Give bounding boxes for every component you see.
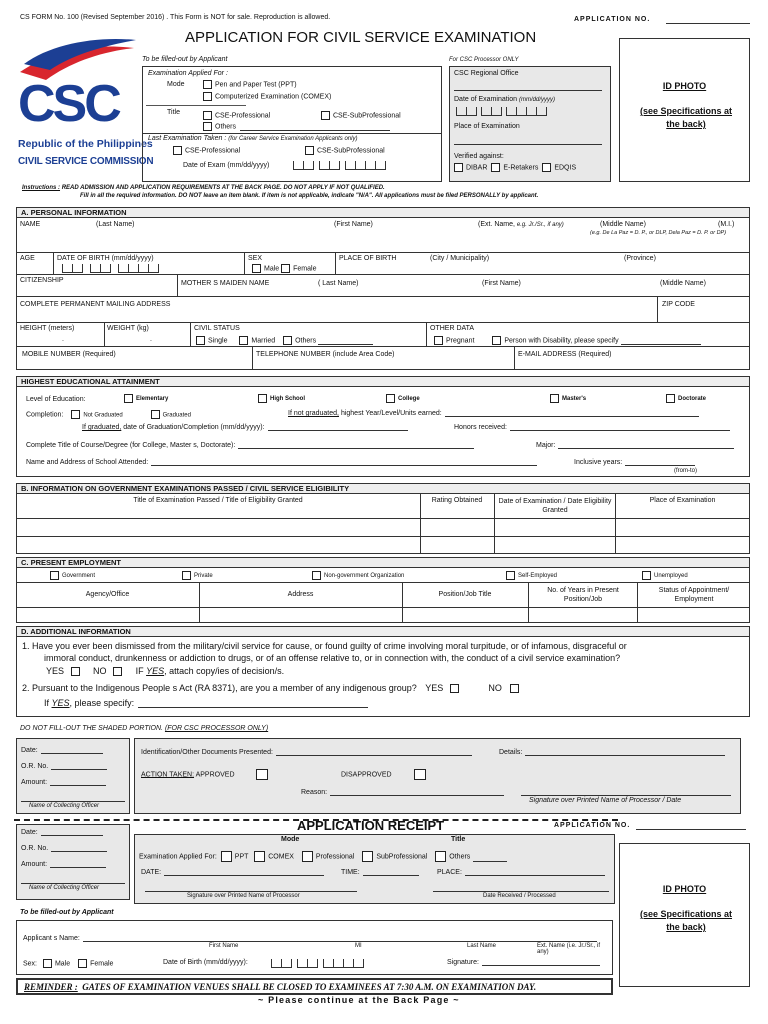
self-employed-checkbox[interactable] <box>506 571 515 580</box>
receipt-photo-box[interactable] <box>619 843 750 987</box>
q1-no-label: NO <box>93 666 107 676</box>
grad-date-field[interactable] <box>268 430 408 431</box>
col-divider <box>199 582 200 623</box>
graduated-label: Graduated <box>162 412 191 419</box>
regional-field <box>454 81 602 91</box>
government-label: Government <box>62 573 96 580</box>
collector-line <box>21 883 125 884</box>
course-field[interactable] <box>238 448 474 449</box>
col-divider <box>514 346 515 370</box>
reason-label: Reason: <box>301 789 328 796</box>
province-label: (Province) <box>624 255 656 262</box>
honors-field[interactable] <box>510 430 730 431</box>
maiden-label: MOTHER S MAIDEN NAME <box>181 280 270 287</box>
receipt-received-label: Date Received / Processed <box>483 893 556 899</box>
logo-line2: CIVIL SERVICE COMMISSION <box>18 156 154 167</box>
q2-no-label: NO <box>488 683 502 693</box>
bottom-dob-label: Date of Birth (mm/dd/yyyy): <box>163 959 248 966</box>
edqis-label: EDQIS <box>554 164 577 172</box>
collect1-or-field <box>51 769 107 770</box>
receipt-pro-checkbox <box>302 851 313 862</box>
cse-pro-checkbox[interactable] <box>203 111 212 120</box>
elementary-label: Elementary <box>136 396 169 403</box>
last-cse-sub-label: CSE-SubProfessional <box>317 147 385 155</box>
exam-applied-label: Examination Applied For : <box>148 70 228 77</box>
zip-label: ZIP CODE <box>662 301 695 308</box>
government-checkbox[interactable] <box>50 571 59 580</box>
disapproved-checkbox <box>414 769 426 780</box>
q2-no-checkbox[interactable] <box>510 684 519 693</box>
pwd-checkbox[interactable] <box>492 336 501 345</box>
not-graduated-checkbox[interactable] <box>71 410 80 419</box>
q2-if-yes: YES <box>51 698 70 708</box>
collect2-amount-field <box>50 867 106 868</box>
cse-sub-label: CSE-SubProfessional <box>333 112 401 120</box>
exam-applied-box <box>142 66 442 182</box>
single-label: Single <box>208 337 228 345</box>
exams-col-place: Place of Examination <box>649 497 716 504</box>
ids-field <box>276 755 472 756</box>
unemployed-label: Unemployed <box>654 573 688 580</box>
emp-col-position: Position/Job Title <box>438 591 492 598</box>
receipt-title: APPLICATION RECEIPT <box>297 818 445 833</box>
receipt-photo-title: ID PHOTO <box>662 884 707 894</box>
processor-heading: For CSC Processor ONLY <box>449 57 519 63</box>
receipt-comex-label: COMEX <box>268 853 294 861</box>
bottom-mi-label: MI <box>355 943 362 949</box>
row-divider <box>16 607 750 608</box>
proc-place-field <box>454 135 602 145</box>
dob-label: DATE OF BIRTH (mm/dd/yyyy) <box>57 255 154 262</box>
bottom-dob-field[interactable] <box>271 959 364 970</box>
maiden-last-label: ( Last Name) <box>318 280 359 287</box>
collect2-date-label: Date: <box>21 829 38 836</box>
bottom-signature-field[interactable] <box>482 965 600 966</box>
self-employed-label: Self-Employed <box>518 573 558 580</box>
male-checkbox[interactable] <box>252 264 261 273</box>
not-graduated-label: Not Graduated <box>83 412 123 419</box>
row-divider <box>16 322 750 323</box>
col-divider <box>53 252 54 274</box>
collect1-or-label: O.R. No. <box>21 763 49 770</box>
address-label: COMPLETE PERMANENT MAILING ADDRESS <box>20 301 171 308</box>
first-name-label: (First Name) <box>334 221 373 228</box>
bottom-male-label: Male <box>54 960 71 968</box>
col-divider <box>528 582 529 623</box>
weight-label: WEIGHT (kg) <box>107 325 149 332</box>
bottom-ext-label: Ext. Name (i.e. Jr./Sr., if any) <box>537 943 601 955</box>
bottom-first-label: First Name <box>209 943 239 949</box>
mi-note: (e.g. De La Paz = D. P., or DLP, Dela Paz = D. P. or DP) <box>590 230 727 236</box>
last-name-label: (Last Name) <box>96 221 135 228</box>
collection-box-1 <box>16 738 130 814</box>
receipt-exam-label: Examination Applied For: <box>139 853 217 861</box>
q2-yes-checkbox[interactable] <box>450 684 459 693</box>
telephone-label: TELEPHONE NUMBER (include Area Code) <box>256 351 395 358</box>
receipt-mode-label: Mode <box>281 836 300 843</box>
elementary-checkbox[interactable] <box>124 394 133 403</box>
section-c-header: C. PRESENT EMPLOYMENT <box>16 557 750 568</box>
mobile-label: MOBILE NUMBER (Required) <box>22 351 116 358</box>
q1-line2: immoral conduct, drunkenness or addiction to drugs, or of an offense relative to, or in connection with, the conduct of a civil service examination? <box>44 653 621 663</box>
ppt-label: Pen and Paper Test (PPT) <box>215 81 297 89</box>
private-checkbox[interactable] <box>182 571 191 580</box>
inclusive-field[interactable] <box>625 465 695 466</box>
highschool-label: High School <box>270 396 305 403</box>
emp-col-status: Status of Appointment/ Employment <box>658 587 730 603</box>
receipt-app-no-field[interactable] <box>636 820 746 830</box>
row-divider <box>16 536 750 537</box>
college-label: College <box>398 396 420 403</box>
reminder-text: GATES OF EXAMINATION VENUES SHALL BE CLOSED TO EXAMINEES AT 7:30 A.M. ON EXAMINATION DAY. <box>82 982 537 992</box>
height-dot: . <box>62 336 64 343</box>
collector-line <box>21 801 125 802</box>
email-label: E-MAIL ADDRESS (Required) <box>518 351 612 358</box>
col-divider <box>657 296 658 322</box>
civil-label: CIVIL STATUS <box>194 325 240 332</box>
ext-name-eg: e.g. Jr./Sr., if any) <box>516 222 564 228</box>
bottom-female-checkbox[interactable] <box>78 959 87 968</box>
section-a-header: A. PERSONAL INFORMATION <box>16 207 750 218</box>
approved-label: APPROVED <box>195 771 235 779</box>
if-grad-label: If graduated, <box>82 424 122 431</box>
collect1-collector-label: Name of Collecting Officer <box>29 803 100 809</box>
proc-date-field <box>456 107 547 118</box>
collect2-or-label: O.R. No. <box>21 845 49 852</box>
collect1-date-label: Date: <box>21 747 38 754</box>
details-label: Details: <box>499 749 523 756</box>
height-label: HEIGHT (meters) <box>20 325 75 332</box>
collect2-collector-label: Name of Collecting Officer <box>29 885 100 891</box>
logo-line1: Republic of the Philippines <box>18 138 153 150</box>
logo-letters: CSC <box>18 75 119 133</box>
receipt-sub-checkbox <box>362 851 373 862</box>
col-divider <box>335 252 336 274</box>
cse-pro-label: CSE-Professional <box>215 112 271 120</box>
title-others-field[interactable] <box>240 130 390 131</box>
processor-sig-label: Signature over Printed Name of Processor / Date <box>529 797 682 804</box>
receipt-comex-checkbox <box>254 851 265 862</box>
maiden-first-label: (First Name) <box>482 280 521 287</box>
receipt-time-label: TIME: <box>341 869 360 876</box>
bottom-applicant-box <box>16 920 613 975</box>
receipt-sig-label: Signature over Printed Name of Processor <box>187 893 300 899</box>
disapproved-label: DISAPPROVED <box>341 771 392 779</box>
female-label: Female <box>293 265 317 273</box>
civil-others-checkbox[interactable] <box>283 336 292 345</box>
highschool-checkbox[interactable] <box>258 394 267 403</box>
dibar-label: DIBAR <box>466 164 488 172</box>
q1-yes-label: YES <box>46 666 65 676</box>
q2-question: 2. Pursuant to the Indigenous People s Act (RA 8371), are you a member of any indigenous group? <box>22 683 417 693</box>
city-label: (City / Municipality) <box>430 255 490 262</box>
instructions-label: Instructions : <box>22 185 61 191</box>
receipt-others-field <box>473 861 507 862</box>
exams-col-title: Title of Examination Passed / Title of Eligibility Granted <box>133 497 303 504</box>
col-divider <box>402 582 403 623</box>
receipt-others-checkbox <box>435 851 446 862</box>
row-divider <box>16 296 750 297</box>
applicant-heading: To be filled-out by Applicant <box>142 56 228 63</box>
title-label: Title <box>167 109 180 116</box>
bottom-heading: To be filled-out by Applicant <box>20 909 114 916</box>
q2-if-label: If <box>44 698 50 708</box>
col-divider <box>104 322 105 346</box>
csc-logo <box>16 34 154 176</box>
grad-date-label: date of Graduation/Completion (mm/dd/yyyy): <box>123 424 265 431</box>
receipt-photo-spec: (see Specifications at the back) <box>639 909 733 932</box>
graduated-checkbox[interactable] <box>151 410 160 419</box>
section-b-header: B. INFORMATION ON GOVERNMENT EXAMINATIONS PASSED / CIVIL SERVICE ELIGIBILITY <box>16 483 750 494</box>
bottom-sex-label: Sex: <box>23 960 38 968</box>
title-others-label: Others <box>215 123 237 131</box>
proc-date-fmt: (mm/dd/yyyy) <box>519 97 555 103</box>
civil-others-field[interactable] <box>318 344 373 345</box>
processor-action-box <box>134 738 741 814</box>
application-no-field[interactable] <box>666 14 750 24</box>
dibar-checkbox <box>454 163 463 172</box>
receipt-pro-label: Professional <box>315 853 355 861</box>
if-not-label: If not graduated, <box>288 410 339 417</box>
major-label: Major: <box>536 442 556 449</box>
age-label: AGE <box>20 255 35 262</box>
last-cse-pro-checkbox[interactable] <box>173 146 182 155</box>
cse-sub-checkbox[interactable] <box>321 111 330 120</box>
date-exam-label: Date of Exam (mm/dd/yyyy) <box>183 162 270 169</box>
application-no-label: APPLICATION NO. <box>574 16 651 23</box>
date-exam-field[interactable] <box>293 161 386 172</box>
bottom-male-checkbox[interactable] <box>43 959 52 968</box>
middle-name-label: (Middle Name) <box>600 221 646 228</box>
receipt-box <box>134 834 615 904</box>
section-d-header: D. ADDITIONAL INFORMATION <box>16 626 750 637</box>
private-label: Private <box>194 573 213 580</box>
receipt-sig-line <box>145 891 357 892</box>
bottom-name-label: Applicant s Name: <box>23 935 80 942</box>
instructions-line2: Fill in all the required information. DO NOT leave an item blank. If item is not applicable, indicate "N/A". All applications must be filed PERSONALLY by applicant. <box>80 193 539 199</box>
name-label: NAME <box>20 221 41 228</box>
q1-if-label: IF <box>135 666 144 676</box>
collect2-amount-label: Amount: <box>21 861 48 868</box>
shaded-note: DO NOT FILL-OUT THE SHADED PORTION. <box>20 725 163 732</box>
collect1-amount-field <box>50 785 106 786</box>
bottom-name-field[interactable] <box>83 941 597 942</box>
pwd-field[interactable] <box>621 344 701 345</box>
receipt-sub-label: SubProfessional <box>376 853 428 861</box>
q2-yes-label: YES <box>425 683 444 693</box>
receipt-app-no-label: APPLICATION NO. <box>554 822 631 829</box>
doctorate-label: Doctorate <box>678 396 707 403</box>
course-label: Complete Title of Course/Degree (for College, Master s, Doctorate): <box>26 442 236 449</box>
male-label: Male <box>264 265 280 273</box>
reason-field <box>330 795 504 796</box>
id-photo-spec: (see Specifications at the back) <box>639 106 733 129</box>
personal-info-table <box>16 218 750 370</box>
collection-box-2 <box>16 824 130 900</box>
row-divider <box>16 346 750 347</box>
col-divider <box>637 582 638 623</box>
col-divider <box>494 494 495 554</box>
major-field[interactable] <box>558 448 734 449</box>
emp-col-years: No. of Years in Present Position/Job <box>547 587 619 603</box>
bottom-last-label: Last Name <box>467 943 497 949</box>
exams-col-date: Date of Examination / Date Eligibility Granted <box>498 498 612 514</box>
single-checkbox[interactable] <box>196 336 205 345</box>
maiden-middle-label: (Middle Name) <box>660 280 706 287</box>
comex-label: Computerized Examination (COMEX) <box>215 93 332 101</box>
receipt-place-field <box>465 875 605 876</box>
pwd-label: Person with Disability, please specify <box>504 337 619 345</box>
title-others-checkbox[interactable] <box>203 122 212 131</box>
masters-checkbox[interactable] <box>550 394 559 403</box>
q2-specify-field[interactable] <box>138 707 368 708</box>
regional-label: CSC Regional Office <box>454 70 519 77</box>
ext-name-label: (Ext. Name, <box>478 221 515 228</box>
id-photo-box[interactable] <box>619 38 750 182</box>
emp-col-address: Address <box>287 591 314 598</box>
receipt-others-label: Others <box>449 853 471 861</box>
bottom-female-label: Female <box>90 960 114 968</box>
inclusive-label: Inclusive years: <box>574 459 623 466</box>
q1-if-yes: YES <box>146 666 165 676</box>
col-divider <box>177 274 178 296</box>
details-field <box>525 755 725 756</box>
exams-col-rating: Rating Obtained <box>431 497 483 504</box>
col-divider <box>244 252 245 274</box>
last-exam-label: Last Examination Taken : <box>148 135 227 142</box>
fromto-label: (from-to) <box>674 468 697 474</box>
highest-label: highest Year/Level/Units earned: <box>340 410 442 417</box>
collect1-date-field <box>41 753 103 754</box>
masters-label: Master's <box>562 396 587 403</box>
college-checkbox[interactable] <box>386 394 395 403</box>
collect1-amount-label: Amount: <box>21 779 48 786</box>
processor-sig-line <box>521 795 731 796</box>
row-divider <box>16 518 750 519</box>
ngo-label: Non-government Organization <box>324 573 405 580</box>
female-checkbox[interactable] <box>281 264 290 273</box>
form-number: CS FORM No. 100 (Revised September 2016) . This Form is NOT for sale. Reproduction is allowed. <box>20 14 331 21</box>
education-header: HIGHEST EDUCATIONAL ATTAINMENT <box>16 376 750 387</box>
receipt-place-label: PLACE: <box>437 869 462 876</box>
col-divider <box>426 322 427 346</box>
pregnant-checkbox[interactable] <box>434 336 443 345</box>
verified-label: Verified against: <box>454 153 504 160</box>
last-cse-sub-checkbox[interactable] <box>305 146 314 155</box>
receipt-time-field <box>363 875 419 876</box>
instructions-line1: READ ADMISSION AND APPLICATION REQUIREMENTS AT THE BACK PAGE. DO NOT APPLY IF NOT QUALIFIED. <box>61 185 385 191</box>
last-cse-pro-label: CSE-Professional <box>185 147 241 155</box>
row-divider <box>16 274 750 275</box>
id-photo-title: ID PHOTO <box>662 81 707 91</box>
married-label: Married <box>251 337 276 345</box>
q1-line1: 1. Have you ever been dismissed from the military/civil service for cause, or found guilty of crime involving moral turpitude, or of infamous, disgraceful or <box>22 641 627 651</box>
emp-col-agency: Agency/Office <box>85 591 130 598</box>
col-divider <box>252 346 253 370</box>
receipt-received-line <box>433 891 609 892</box>
mi-label: (M.I.) <box>718 221 735 228</box>
receipt-ppt-checkbox <box>221 851 232 862</box>
reminder-box <box>16 978 613 995</box>
eretakers-label: E-Retakers <box>503 164 539 172</box>
ngo-checkbox[interactable] <box>312 571 321 580</box>
highest-field[interactable] <box>445 416 699 417</box>
proc-date-label: Date of Examination <box>454 96 518 103</box>
bottom-signature-label: Signature: <box>447 959 479 966</box>
row-divider <box>16 582 750 583</box>
continue-text: ~ Please continue at the Back Page ~ <box>258 995 460 1005</box>
receipt-ppt-label: PPT <box>234 853 249 861</box>
receipt-title-label: Title <box>451 836 466 843</box>
school-field[interactable] <box>151 465 537 466</box>
receipt-date-label: DATE: <box>141 869 162 876</box>
pregnant-label: Pregnant <box>446 337 475 345</box>
pob-label: PLACE OF BIRTH <box>339 255 397 262</box>
weight-dot: . <box>150 336 152 343</box>
processor-box <box>449 66 611 182</box>
comex-checkbox[interactable] <box>203 92 212 101</box>
honors-label: Honors received: <box>454 424 507 431</box>
sex-label: SEX <box>248 255 263 262</box>
ids-label: Identification/Other Documents Presented: <box>141 749 273 756</box>
form-title: APPLICATION FOR CIVIL SERVICE EXAMINATION <box>185 29 537 46</box>
other-data-label: OTHER DATA <box>430 325 475 332</box>
doctorate-checkbox[interactable] <box>666 394 675 403</box>
q1-attach-label: , attach copy/ies of decision/s. <box>164 666 285 676</box>
q2-specify-label: , please specify: <box>69 698 135 708</box>
shaded-note2: (FOR CSC PROCESSOR ONLY) <box>164 725 269 732</box>
collect2-date-field <box>41 835 103 836</box>
row-divider <box>16 252 750 253</box>
unemployed-checkbox[interactable] <box>642 571 651 580</box>
citizenship-label: CITIZENSHIP <box>20 277 64 284</box>
edqis-checkbox <box>542 163 551 172</box>
receipt-date-field <box>164 875 324 876</box>
civil-others-label: Others <box>295 337 317 345</box>
school-label: Name and Address of School Attended: <box>26 459 149 466</box>
action-label: ACTION TAKEN: <box>141 771 195 779</box>
eretakers-checkbox <box>491 163 500 172</box>
reminder-label: REMINDER : <box>24 982 78 992</box>
married-checkbox[interactable] <box>239 336 248 345</box>
completion-label: Completion: <box>26 411 64 419</box>
mode-label: Mode <box>167 81 185 88</box>
collect2-or-field <box>51 851 107 852</box>
proc-place-label: Place of Examination <box>454 123 520 130</box>
approved-checkbox <box>256 769 268 780</box>
col-divider <box>190 322 191 346</box>
q1-yes-checkbox[interactable] <box>71 667 80 676</box>
last-exam-note: (for Career Service Examination Applicants only) <box>228 136 358 142</box>
level-label: Level of Education: <box>26 396 86 403</box>
ppt-checkbox[interactable] <box>203 80 212 89</box>
divider <box>143 133 441 134</box>
q1-no-checkbox[interactable] <box>113 667 122 676</box>
